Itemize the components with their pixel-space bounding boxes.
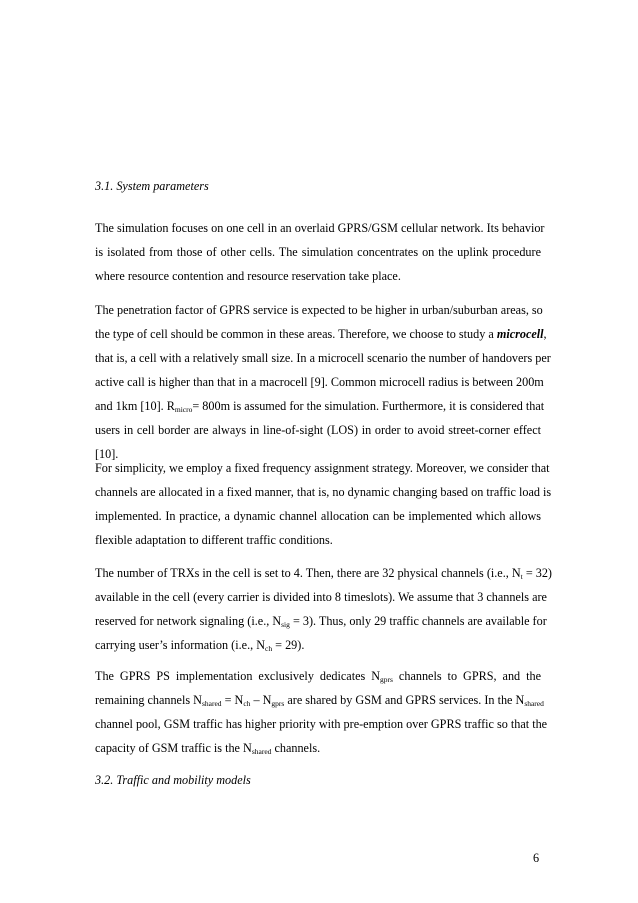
text-line: channels are allocated in a fixed manner, that is, no dynamic changing based on traffic load is — [95, 485, 552, 499]
subscript: micro — [174, 405, 193, 414]
text-span: The GPRS PS implementation exclusively dedicates N — [95, 669, 381, 683]
text-line — [95, 614, 547, 629]
text-line: channel pool, GSM traffic has higher priority with pre-emption over GPRS traffic so that the — [95, 717, 548, 731]
section-heading-system-parameters: 3.1. System parameters — [95, 179, 209, 193]
text-line: The simulation focuses on one cell in an overlaid GPRS/GSM cellular network. Its behavior — [95, 221, 545, 235]
text-line: flexible adaptation to different traffic conditions. — [95, 533, 333, 547]
text-line: implemented. In practice, a dynamic channel allocation can be implemented which allows — [95, 509, 541, 523]
text-span: the type of cell should be common in these areas. Therefore, we choose to study a — [95, 327, 497, 341]
text-line: active call is higher than that in a macrocell [9]. Common microcell radius is between 200m — [95, 375, 544, 389]
text-span: remaining channels N — [95, 693, 202, 707]
text-span: = 3). Thus, only 29 traffic channels are available for — [289, 614, 547, 628]
text-line: For simplicity, we employ a fixed frequency assignment strategy. Moreover, we consider that — [95, 461, 550, 475]
subscript: t — [520, 572, 523, 581]
emphasis-microcell: microcell — [496, 327, 544, 341]
subscript: ch — [265, 644, 273, 653]
text-line — [95, 741, 320, 756]
subscript: gprs — [271, 699, 285, 708]
text-line: [10]. — [95, 447, 119, 461]
text-span: , — [543, 327, 547, 341]
text-line: is isolated from those of other cells. The simulation concentrates on the uplink procedure — [95, 245, 541, 259]
text-line — [95, 693, 544, 708]
section-heading-traffic-mobility: 3.2. Traffic and mobility models — [95, 773, 251, 787]
text-span: reserved for network signaling (i.e., N — [95, 614, 282, 628]
text-span: are shared by GSM and GPRS services. In the N — [284, 693, 525, 707]
subscript: shared — [524, 699, 544, 708]
text-line: The penetration factor of GPRS service is expected to be higher in urban/suburban areas, so — [95, 303, 543, 317]
text-line — [95, 327, 547, 342]
text-line: available in the cell (every carrier is divided into 8 timeslots). We assume that 3 channels are — [95, 590, 547, 604]
text-line: where resource contention and resource reservation take place. — [95, 269, 401, 283]
subscript: sig — [281, 620, 290, 629]
text-line: users in cell border are always in line-of-sight (LOS) in order to avoid street-corner effect — [95, 423, 541, 437]
subscript: shared — [201, 699, 222, 708]
text-span: = 800m is assumed for the simulation. Furthermore, it is considered that — [192, 399, 545, 413]
text-span: carrying user’s information (i.e., N — [95, 638, 266, 652]
text-line — [95, 566, 552, 581]
subscript: ch — [243, 699, 251, 708]
text-span: capacity of GSM traffic is the N — [95, 741, 252, 755]
subscript: shared — [251, 747, 272, 756]
page-number: 6 — [533, 851, 540, 865]
text-span: = N — [221, 693, 244, 707]
text-span: channels. — [271, 741, 321, 755]
text-line — [95, 638, 304, 653]
text-span: and 1km [10]. R — [95, 399, 175, 413]
text-line — [95, 669, 541, 684]
text-span: channels to GPRS, and the — [392, 669, 541, 683]
text-span: The number of TRXs in the cell is set to 4. Then, there are 32 physical channels (i.e., N — [95, 566, 521, 580]
text-span: = 32) — [522, 566, 552, 580]
text-line — [95, 399, 545, 414]
text-line: that is, a cell with a relatively small size. In a microcell scenario the number of handovers per — [95, 351, 551, 365]
text-span: = 29). — [272, 638, 305, 652]
text-span: – N — [250, 693, 272, 707]
subscript: gprs — [380, 675, 393, 684]
